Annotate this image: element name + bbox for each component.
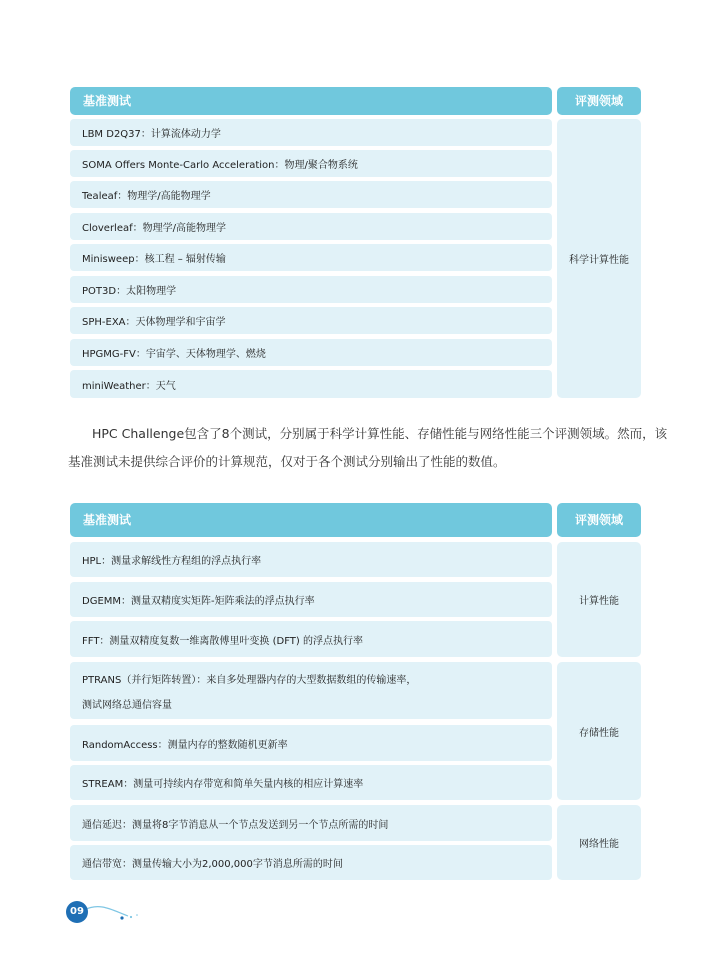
table2-domain-network: 网络性能 — [557, 805, 641, 880]
table2-row-text: DGEMM：测量双精度实矩阵-矩阵乘法的浮点执行率 — [82, 596, 315, 607]
table2-row-text: 测试网络总通信容量 — [82, 699, 172, 711]
table2-row-text: 通信延迟：测量将8字节消息从一个节点发送到另一个节点所需的时间 — [82, 819, 389, 831]
page-number-badge: 09 — [66, 901, 88, 923]
table1-row-text: HPGMG-FV：宇宙学、天体物理学、燃烧 — [82, 349, 266, 360]
table1-header-domain: 评测领域 — [557, 87, 641, 115]
table1-row — [70, 119, 552, 146]
table1-row-text: Tealeaf：物理学/高能物理学 — [82, 191, 211, 202]
table2-row — [70, 845, 552, 880]
table2-header-domain: 评测领域 — [557, 503, 641, 537]
table1-row — [70, 213, 552, 240]
table2-header-benchmark: 基准测试 — [70, 503, 552, 537]
table1-row — [70, 150, 552, 177]
table2-row — [70, 582, 552, 617]
table1-row — [70, 244, 552, 271]
table1-row-text: SPH-EXA：天体物理学和宇宙学 — [82, 317, 226, 328]
table2-row-text: HPL：测量求解线性方程组的浮点执行率 — [82, 556, 262, 567]
page-swoosh-icon — [82, 896, 142, 926]
table1-row — [70, 276, 552, 303]
table1-row-text: LBM D2Q37：计算流体动力学 — [82, 129, 221, 140]
table2-row — [70, 725, 552, 761]
table1-row — [70, 307, 552, 334]
table1-row — [70, 339, 552, 366]
table1-row-text: miniWeather：天气 — [82, 380, 176, 392]
table1-domain-cell: 科学计算性能 — [557, 119, 641, 398]
table1-row-text: Minisweep：核工程 – 辐射传输 — [82, 254, 226, 265]
paragraph-line: HPC Challenge包含了8个测试，分别属于科学计算性能、存储性能与网络性能三个评测领域。然而，该 — [92, 426, 668, 441]
body-paragraph — [68, 420, 668, 476]
paragraph-line: 基准测试未提供综合评价的计算规范，仅对于各个测试分别输出了性能的数值。 — [68, 454, 506, 469]
table1-header-benchmark: 基准测试 — [70, 87, 552, 115]
table2-row-text: 通信带宽：测量传输大小为2,000,000字节消息所需的时间 — [82, 859, 343, 870]
table2-domain-storage: 存储性能 — [557, 662, 641, 800]
table2-row — [70, 621, 552, 657]
table1-row-text: POT3D：太阳物理学 — [82, 286, 177, 297]
table2-domain-compute: 计算性能 — [557, 542, 641, 657]
table1-row — [70, 181, 552, 208]
table2-row — [70, 542, 552, 577]
table1-row-text: SOMA Offers Monte-Carlo Acceleration：物理/聚合物系统 — [82, 160, 358, 171]
table2-row-text: STREAM：测量可持续内存带宽和简单矢量内核的相应计算速率 — [82, 779, 364, 790]
table2-row — [70, 805, 552, 841]
table2-row — [70, 662, 552, 719]
table2-row-text: RandomAccess：测量内存的整数随机更新率 — [82, 739, 288, 751]
table1-row — [70, 370, 552, 398]
table2-row-text: PTRANS（并行矩阵转置）：来自多处理器内存的大型数据数组的传输速率， — [82, 674, 417, 686]
table2-row — [70, 765, 552, 800]
table1-row-text: Cloverleaf：物理学/高能物理学 — [82, 223, 227, 234]
table2-row-text: FFT：测量双精度复数一维离散傅里叶变换 (DFT) 的浮点执行率 — [82, 635, 363, 647]
